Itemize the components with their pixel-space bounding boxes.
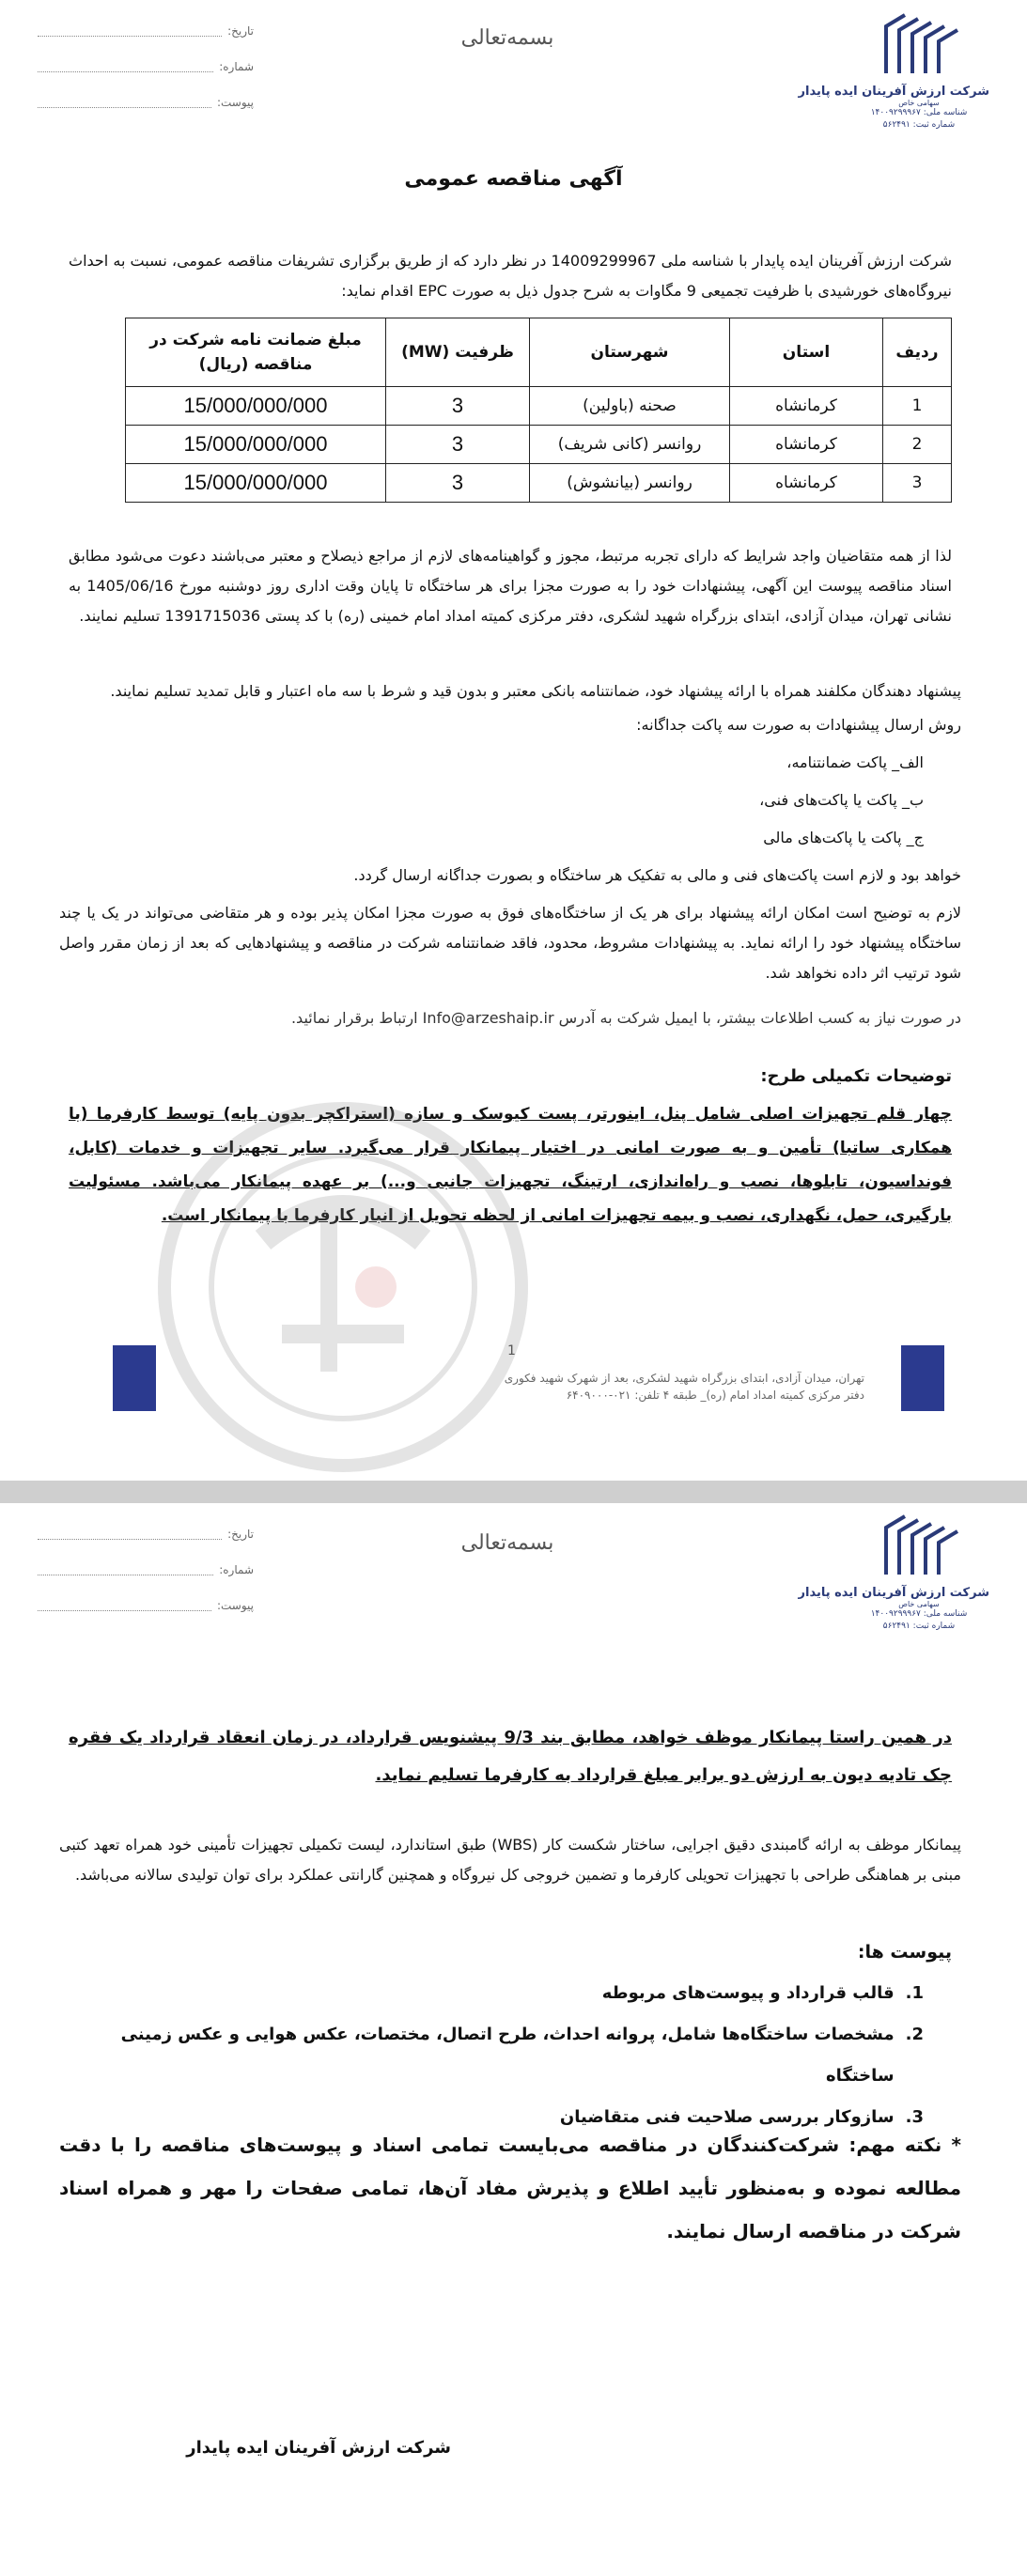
table-cell: کرمانشاه — [730, 426, 883, 464]
company-id: شناسه ملی: ۱۴۰۰۹۲۹۹۹۶۷ — [870, 108, 968, 117]
logo-icon — [867, 1509, 971, 1584]
pack-c: ج_ پاکت یا پاکت‌های مالی — [763, 829, 924, 846]
attachments-title: پیوست ها: — [857, 1942, 952, 1963]
list-item — [78, 1973, 924, 2014]
table-cell: 15/000/000/000 — [126, 387, 386, 426]
table-cell: 3 — [386, 464, 530, 503]
table-cell: صحنه (باولین) — [530, 387, 730, 426]
wbs-paragraph: پیمانکار موظف به ارائه گامبندی دقیق اجرایی، ساختار شکست کار (WBS) طبق استاندارد، لیست تکمیلی تجهیزات تأمینی خود همراه تعهد کتبی مبنی بر هماهنگی طراحی با تجهیزات تحویلی کارفرما و تضمین خروجی کل نیروگاه و همچنین گارانتی عملکرد برای توان تولیدی سالانه می‌باشد. — [59, 1836, 962, 1884]
company-type: سهامی خاص — [898, 1600, 940, 1608]
table-cell: 3 — [386, 387, 530, 426]
extra-body: چهار قلم تجهیزات اصلی شامل پنل، اینورتر، پست کیوسک و سازه (استراکچر بدون پایه) توسط کارفرما (با همکاری ساتبا) تأمین و به صورت امانی در اختیار پیمانکار قرار می‌گیرد. سایر تجهیزات و خدمات (کابل، فونداسیون، تابلوها، نصب و راه‌اندازی، ارتینگ، تجهیزات جانبی و...) بر عهده پیمانکار می‌باشد. مسئولیت بارگیری، حمل، نگهداری، نصب و بیمه تجهیزات امانی از لحظه تحویل از انبار کارفرما با پیمانکار است. — [69, 1105, 952, 1225]
attachment-label: پیوست: — [216, 96, 254, 109]
bismillah: بسمه‌تعالی — [460, 26, 554, 50]
separate-paragraph: خواهد بود و لازم است پاکت‌های فنی و مالی به تفکیک هر ساختگاه و بصورت جداگانه ارسال گردد. — [353, 866, 961, 884]
company-type: سهامی خاص — [898, 99, 940, 107]
guarantee-paragraph: پیشنهاد دهندگان مکلفند همراه با ارائه پیشنهاد خود، ضمانتنامه بانکی معتبر و بدون قید و شرط با سه ماه اعتبار و قابل تمدید تسلیم نمایند. — [110, 682, 961, 700]
check-paragraph: در همین راستا پیمانکار موظف خواهد، مطابق بند 9/3 پیشنویس قرارداد، در زمان انعقاد قرارداد یک فقره چک تادیه دیون به ارزش دو برابر مبلغ قرارداد به کارفرما تسلیم نماید. — [69, 1728, 952, 1785]
table-cell: کرمانشاه — [730, 464, 883, 503]
contact-paragraph: در صورت نیاز به کسب اطلاعات بیشتر، با ایمیل شرکت به آدرس Info@arzeshaip.ir ارتباط برقرار نمائید. — [290, 1009, 961, 1027]
list-item-text: سازوکار بررسی صلاحیت فنی متقاضیان — [559, 2107, 895, 2127]
column-header: ردیف — [883, 318, 952, 387]
method-paragraph: روش ارسال پیشنهادات به صورت سه پاکت جداگانه: — [636, 716, 961, 734]
pack-b: ب_ پاکت یا پاکت‌های فنی، — [759, 791, 924, 809]
important-note: * نکته مهم: شرکت‌کنندگان در مناقصه می‌بایست تمامی اسناد و پیوست‌های مناقصه را با دقت مطالعه نموده و به‌منظور تأیید اطلاع و پذیرش مفاد آن‌ها، تمامی صفحات را مهر و همراه اسناد شرکت در مناقصه ارسال نمایند. — [59, 2134, 961, 2242]
column-header: مبلغ ضمانت نامه شرکت در مناقصه (ریال) — [126, 318, 386, 387]
attachments-list — [78, 1973, 924, 2138]
table-cell: کرمانشاه — [730, 387, 883, 426]
footer-address — [263, 1370, 864, 1404]
list-item — [78, 2014, 924, 2097]
table-cell: روانسر (کانی شریف) — [530, 426, 730, 464]
number-label: شماره: — [219, 1563, 254, 1576]
table-row — [126, 387, 952, 426]
column-header: استان — [730, 318, 883, 387]
footer-brand-box — [901, 1345, 944, 1411]
list-item-number: 2. — [905, 2025, 924, 2044]
company-name: شرکت ارزش آفرینان ایده پایدار — [798, 85, 989, 99]
stamp-watermark-icon — [141, 1090, 545, 1481]
company-id: شناسه ملی: ۱۴۰۰۹۲۹۹۹۶۷ — [870, 1609, 968, 1619]
list-item-text: قالب قرارداد و پیوست‌های مربوطه — [601, 1983, 895, 2003]
table-cell: 15/000/000/000 — [126, 464, 386, 503]
page-title: آگهی مناقصه عمومی — [404, 167, 623, 191]
extra-title: توضیحات تکمیلی طرح: — [760, 1066, 952, 1086]
letter-meta — [38, 1516, 254, 1623]
footer-brand-box — [113, 1345, 156, 1411]
table-header-row — [126, 318, 952, 387]
logo-icon — [867, 8, 971, 83]
tender-table — [125, 318, 952, 503]
explain-paragraph: لازم به توضیح است امکان ارائه پیشنهاد برای هر یک از ساختگاه‌های فوق به صورت مجزا امکان پذیر بوده و هر متقاضی می‌تواند در یک یا چند ساختگاه پیشنهاد خود را ارائه نماید. به پیشنهادات مشروط، محدود، فاقد ضمانتنامه شرکت در مناقصه و پیشنهادهایی که بعد از زمان مقرر واصل شود ترتیب اثر داده نخواهد شد. — [59, 904, 961, 982]
company-registration: شماره ثبت: ۵۶۲۴۹۱ — [882, 1622, 956, 1631]
footer-line: تهران، میدان آزادی، ابتدای بزرگراه شهید لشکری، بعد از شهرک شهید فکوری — [504, 1372, 864, 1385]
table-cell: 1 — [883, 387, 952, 426]
footer-line: دفتر مرکزی کمیته امداد امام (ره)_ طبقه ۴ تلفن: ۰۲۱-۶۴۰۹۰۰۰ — [566, 1389, 864, 1402]
number-label: شماره: — [219, 60, 254, 73]
bismillah: بسمه‌تعالی — [460, 1531, 554, 1555]
page-separator — [0, 1481, 1027, 1503]
invite-paragraph: لذا از همه متقاضیان واجد شرایط که دارای تجربه مرتبط، مجوز و گواهینامه‌های لازم از مراجع ذیصلاح و معتبر می‌باشند دعوت می‌شود مطابق اسناد مناقصه پیوست این آگهی، پیشنهادات خود را به صورت مجزا برای هر ساختگاه تا پایان وقت اداری روز دوشنبه مورخ 1405/06/16 به نشانی تهران، میدان آزادی، ابتدای بزرگراه شهید لشکری، دفتر مرکزی کمیته امداد امام خمینی (ره) با کد پستی 1391715036 تسلیم نمایند. — [69, 547, 953, 625]
pack-a: الف_ پاکت ضمانتنامه، — [786, 753, 924, 771]
table-cell: روانسر (بیانشوش) — [530, 464, 730, 503]
company-name: شرکت ارزش آفرینان ایده پایدار — [798, 1586, 989, 1600]
letter-meta — [38, 13, 254, 120]
list-item-number: 1. — [905, 1983, 924, 2003]
attachment-label: پیوست: — [216, 1599, 254, 1612]
table-cell: 15/000/000/000 — [126, 426, 386, 464]
company-registration: شماره ثبت: ۵۶۲۴۹۱ — [882, 120, 956, 130]
company-logo — [798, 1509, 989, 1650]
document-page-2 — [0, 1503, 1027, 2576]
table-row — [126, 426, 952, 464]
date-label: تاریخ: — [227, 1528, 254, 1541]
list-item-number: 3. — [905, 2107, 924, 2127]
list-item-text: مشخصات ساختگاه‌ها شامل، پروانه احداث، طرح اتصال، مختصات، عکس هوایی و عکس زمینی ساختگاه — [120, 2025, 895, 2086]
company-signature: شرکت ارزش آفرینان ایده پایدار — [186, 2438, 451, 2458]
page-number: 1 — [507, 1343, 516, 1358]
intro-paragraph: شرکت ارزش آفرینان ایده پایدار با شناسه ملی 14009299967 در نظر دارد که از طریق برگزاری تشریفات مناقصه عمومی، نسبت به احداث نیروگاه‌های خورشیدی با ظرفیت تجمیعی 9 مگاوات به شرح جدول ذیل به صورت EPC اقدام نماید: — [69, 252, 953, 300]
company-logo — [798, 8, 989, 148]
table-cell: 2 — [883, 426, 952, 464]
column-header: ظرفیت (MW) — [386, 318, 530, 387]
table-row — [126, 464, 952, 503]
column-header: شهرستان — [530, 318, 730, 387]
date-label: تاریخ: — [227, 24, 254, 38]
table-cell: 3 — [386, 426, 530, 464]
table-cell: 3 — [883, 464, 952, 503]
